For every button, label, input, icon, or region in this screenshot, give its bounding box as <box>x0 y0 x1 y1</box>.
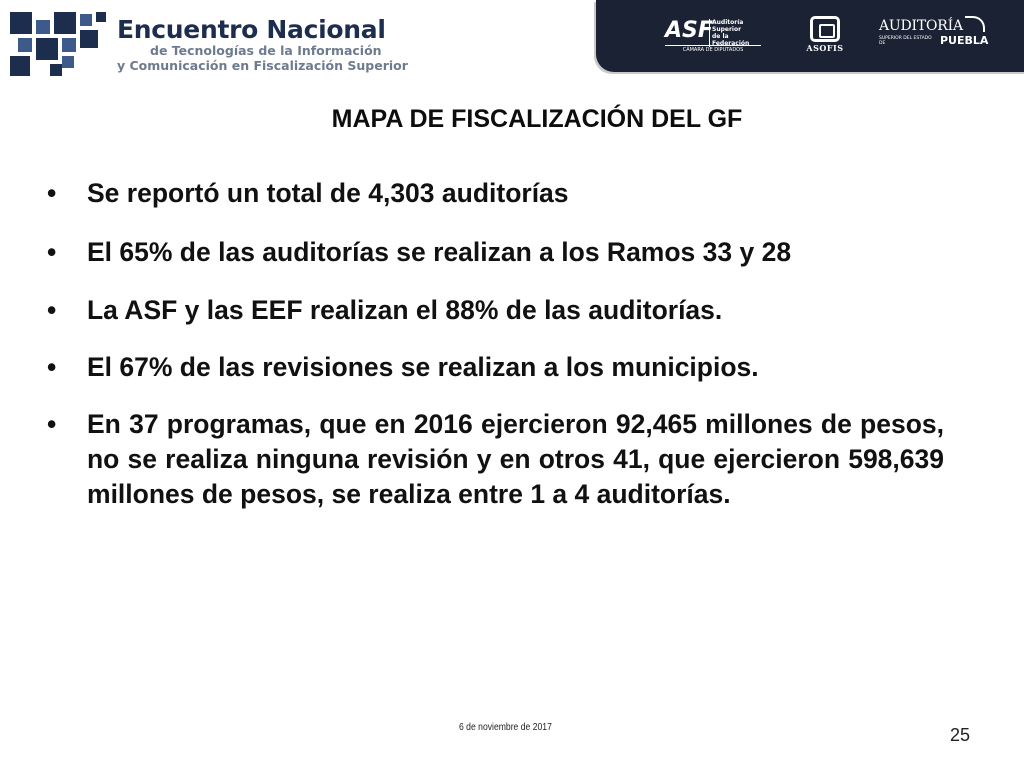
bullet-item <box>47 176 944 211</box>
bullet-dot-icon: • <box>47 178 57 208</box>
bullet-text: La ASF y las EEF realizan el 88% de las auditorías. <box>87 295 723 325</box>
bullet-dot-icon: • <box>47 295 57 325</box>
asf-logo-small-text: Auditoría Superior de la Federación <box>709 19 765 47</box>
puebla-logo-name: PUEBLA <box>940 34 989 47</box>
bullet-text: El 67% de las revisiones se realizan a los municipios. <box>87 352 759 382</box>
event-subtitle-line-2: y Comunicación en Fiscalización Superior <box>117 58 408 73</box>
asf-logo-name: ASF <box>665 18 713 43</box>
bullet-text: El 65% de las auditorías se realizan a los Ramos 33 y 28 <box>87 237 792 267</box>
event-subtitle-line-1: de Tecnologías de la Información <box>150 43 382 58</box>
bullet-item <box>47 293 944 328</box>
asf-logo <box>665 18 765 52</box>
asf-logo-chamber-text: CÁMARA DE DIPUTADOS <box>665 45 761 53</box>
bullet-text: En 37 programas, que en 2016 ejercieron 92,465 millones de pesos, no se realiza ninguna revisión y en otros 41, que ejercieron 598,639 millones de pesos, se realiza entre 1 a 4 auditorías. <box>87 409 944 509</box>
page-number: 25 <box>950 725 971 745</box>
puebla-logo-top-text: AUDITORÍA <box>879 18 963 34</box>
slide-title: MAPA DE FISCALIZACIÓN DEL GF <box>331 105 743 133</box>
event-title: Encuentro Nacional <box>117 15 386 44</box>
auditoria-puebla-logo <box>879 18 989 52</box>
bullet-list <box>47 176 944 536</box>
asofis-logo <box>797 16 853 58</box>
bullet-item <box>47 235 944 270</box>
bullet-item <box>47 350 944 385</box>
bullet-item <box>47 407 944 512</box>
event-logo <box>10 12 108 78</box>
asofis-logo-name: ASOFIS <box>806 43 844 53</box>
bullet-dot-icon: • <box>47 352 57 382</box>
bullet-dot-icon: • <box>47 409 57 439</box>
footer-date: 6 de noviembre de 2017 <box>459 721 552 733</box>
puebla-logo-sub-text: SUPERIOR DEL ESTADO DE <box>879 36 932 46</box>
bullet-dot-icon: • <box>47 237 57 267</box>
bullet-text: Se reportó un total de 4,303 auditorías <box>87 178 569 208</box>
asofis-emblem-icon <box>810 16 840 42</box>
